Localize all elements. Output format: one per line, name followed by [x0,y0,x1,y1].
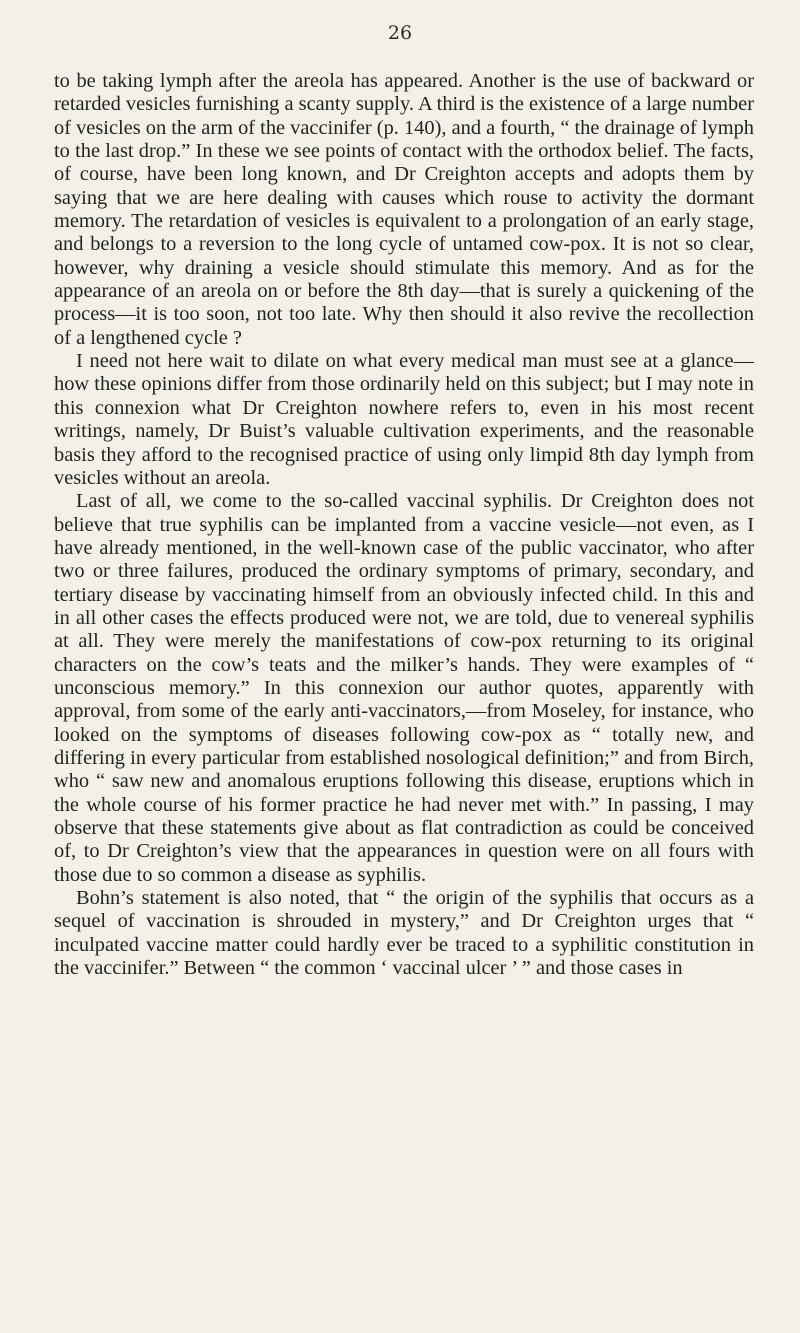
body-text [54,70,754,980]
page-number: 26 [387,22,413,44]
paragraph-2: I need not here wait to dilate on what every medical man must see at a glance—how these opinions differ from those ordinarily held on this subject; but I may note in this connexion what Dr Creighton nowhere refers to, even in his most recent writings, namely, Dr Buist’s valuable cultivation experiments, and the reasonable basis they afford to the recognised practice of using only limpid 8th day lymph from vesicles without an areola. [54,350,754,489]
paragraph-4: Bohn’s statement is also noted, that “ the origin of the syphilis that occurs as a sequel of vaccination is shrouded in mystery,” and Dr Creighton urges that “ inculpated vaccine matter could hardly ever be traced to a syphilitic constitution in the vaccinifer.” Between “ the common ‘ vaccinal ulcer ’ ” and those cases in [54,887,754,980]
paragraph-1: to be taking lymph after the areola has appeared. Another is the use of backward or retarded vesicles furnishing a scanty supply. A third is the existence of a large number of vesicles on the arm of the vaccinifer (p. 140), and a fourth, “ the drainage of lymph to the last drop.” In these we see points of contact with the orthodox belief. The facts, of course, have been long known, and Dr Creighton accepts and adopts them by saying that we are here dealing with causes which rouse to activity the dormant memory. The retardation of vesicles is equivalent to a prolongation of an early stage, and belongs to a reversion to the long cycle of untamed cow-pox. It is not so clear, however, why draining a vesicle should stimulate this memory. And as for the appearance of an areola on or before the 8th day—that is surely a quickening of the process—it is too soon, not too late. Why then should it also revive the recollection of a lengthened cycle ? [54,70,754,349]
paragraph-3: Last of all, we come to the so-called vaccinal syphilis. Dr Creighton does not believe that true syphilis can be implanted from a vaccine vesicle—not even, as I have already mentioned, in the well-known case of the public vaccinator, who after two or three failures, produced the ordinary symptoms of primary, secondary, and tertiary disease by vaccinating himself from an obviously infected child. In this and in all other cases the effects produced were not, we are told, due to venereal syphilis at all. They were merely the manifestations of cow-pox returning to its original characters on the cow’s teats and the milker’s hands. They were examples of “ unconscious memory.” In this connexion our author quotes, apparently with approval, from some of the early anti-vaccinators,—from Moseley, for instance, who looked on the symptoms of diseases following cow-pox as “ totally new, and differing in every particular from established nosological definition;” and from Birch, who “ saw new and anomalous eruptions following this disease, eruptions which in the whole course of his former practice he had never met with.” In passing, I may observe that these statements give about as flat contradiction as could be conceived of, to Dr Creighton’s view that the appearances in question were on all fours with those due to so common a disease as syphilis. [54,490,754,886]
